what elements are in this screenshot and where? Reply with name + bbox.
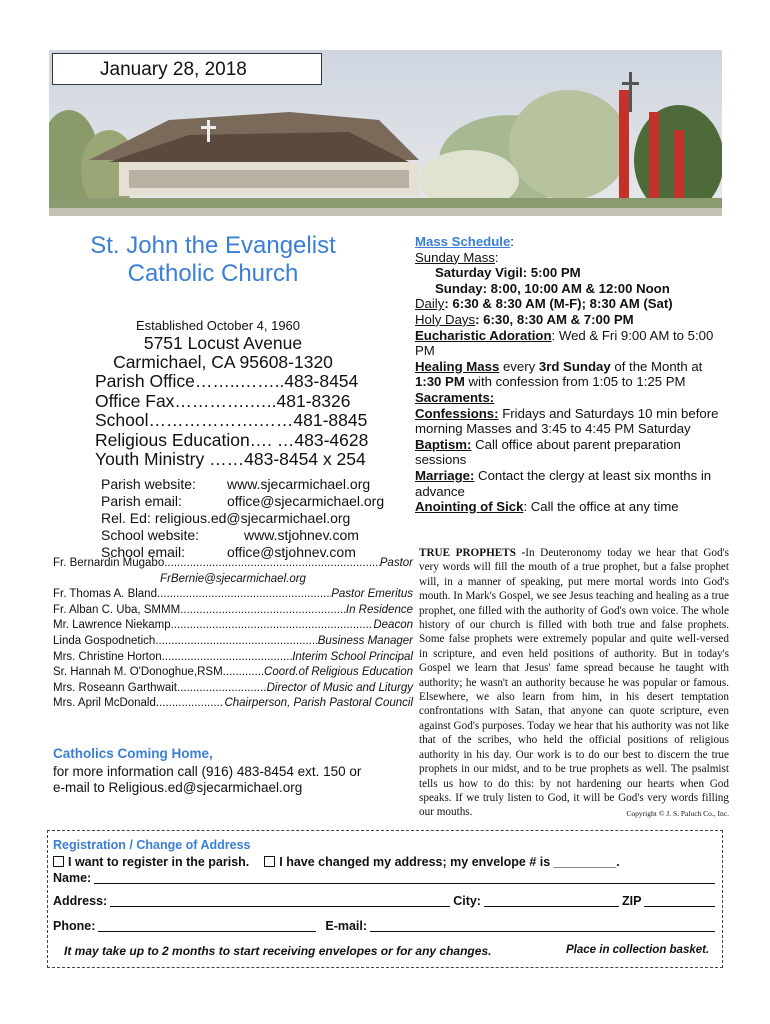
contact-row bbox=[101, 527, 384, 544]
healing-text: every bbox=[499, 358, 539, 374]
email-label: E-mail: bbox=[325, 919, 368, 933]
contact-value: religious.ed@sjecarmichael.org bbox=[154, 510, 351, 526]
confessions-label: Confessions: bbox=[415, 405, 499, 421]
staff-role: Business Manager bbox=[317, 634, 413, 647]
address-label: Address: bbox=[53, 894, 108, 908]
phone-religious-education: Religious Education…. …483-4628 bbox=[95, 429, 369, 450]
leader-dots bbox=[180, 603, 346, 619]
article-heading: TRUE PROPHETS - bbox=[419, 547, 526, 559]
copyright: Copyright © J. S. Paluch Co., Inc. bbox=[626, 809, 729, 819]
phone-row bbox=[53, 919, 718, 933]
city-label: City: bbox=[453, 894, 481, 908]
staff-name: Mrs. Roseann Garthwait bbox=[53, 681, 177, 694]
phone-field[interactable] bbox=[98, 919, 316, 932]
church-name bbox=[58, 232, 368, 288]
staff-name: Fr. Bernardin Mugabo bbox=[53, 557, 165, 569]
contact-label: School website: bbox=[101, 527, 200, 543]
church-name-line1: St. John the Evangelist bbox=[90, 232, 336, 259]
healing-text: 3rd Sunday bbox=[538, 358, 611, 374]
leader-dots bbox=[157, 587, 331, 603]
holy-days-label: Holy Days bbox=[415, 311, 476, 327]
vigil-time: Saturday Vigil: 5:00 PM bbox=[435, 265, 581, 281]
staff-row bbox=[53, 665, 413, 681]
register-option-label: I want to register in the parish. bbox=[68, 855, 250, 869]
staff-role: Deacon bbox=[373, 619, 413, 632]
phone-youth-ministry: Youth Ministry ……483-8454 x 254 bbox=[95, 449, 366, 470]
address-changed-checkbox[interactable] bbox=[264, 856, 275, 867]
staff-row bbox=[53, 556, 413, 572]
true-prophets-article bbox=[419, 546, 729, 822]
mass-schedule: Mass Schedule: Sunday Mass: Saturday Vigil: 5:00 PM Sunday: 8:00, 10:00 AM & 12:00 Noon Daily: 6:30 & 8:30 AM (M-F); 8:30 AM (Sat) Holy Days: 6:30, 8:30 AM & 7:00 PM Eucharistic Adoration: Wed & Fri 9:00 AM to 5:00 PM Healing Mass every 3rd Sunday of the Month at 1:30 PM with confession from 1:05 to 1:25 PM Sacraments: Confessions: Fridays and Saturdays 10 min before morning Masses and 3:45 to 4:45 PM Saturday Baptism: Call office about parent preparation sessions Marriage: Contact the clergy at least six months in advance Anointing of Sick: Call the office at any time bbox=[415, 234, 725, 515]
baptism-label: Baptism: bbox=[415, 436, 472, 452]
established-date: Established October 4, 1960 bbox=[135, 318, 301, 333]
city-address: Carmichael, CA 95608-1320 bbox=[113, 352, 333, 372]
contact-value: www.sjecarmichael.org bbox=[227, 476, 371, 492]
staff-row bbox=[53, 634, 413, 650]
staff-row bbox=[53, 587, 413, 603]
adoration-label: Eucharistic Adoration bbox=[415, 327, 552, 343]
staff-row bbox=[53, 650, 413, 666]
register-checkbox[interactable] bbox=[53, 856, 64, 867]
leader-dots bbox=[155, 634, 317, 650]
healing-text: with confession from 1:05 to 1:25 PM bbox=[464, 374, 686, 390]
phone-directory bbox=[95, 372, 368, 470]
address-row bbox=[53, 894, 718, 908]
leader-dots bbox=[177, 681, 267, 697]
email-field[interactable] bbox=[370, 919, 715, 932]
staff-role: Coord.of Religious Education bbox=[264, 666, 413, 679]
envelope-note: It may take up to 2 months to start receiving envelopes or for any changes. bbox=[64, 944, 492, 958]
bulletin-date: January 28, 2018 bbox=[52, 53, 322, 85]
zip-field[interactable] bbox=[644, 894, 715, 907]
staff-email-row bbox=[53, 572, 413, 588]
contact-value: www.stjohnev.com bbox=[244, 527, 359, 543]
city-field[interactable] bbox=[484, 894, 619, 907]
contact-row bbox=[101, 476, 384, 493]
staff-name: Fr. Thomas A. Bland bbox=[53, 588, 157, 601]
leader-dots bbox=[226, 665, 264, 681]
zip-label: ZIP bbox=[621, 894, 642, 908]
daily-times: : 6:30 & 8:30 AM (M-F); 8:30 AM (Sat) bbox=[444, 296, 673, 312]
staff-name: Sr. Hannah M. O'Donoghue,RSM. bbox=[53, 666, 226, 679]
phone-school: School……………….……481-8845 bbox=[95, 410, 368, 431]
staff-name: Linda Gospodnetich bbox=[53, 634, 156, 647]
staff-role: Chairperson, Parish Pastoral Council bbox=[224, 697, 413, 710]
contact-list bbox=[101, 476, 384, 561]
address-field[interactable] bbox=[110, 894, 450, 907]
staff-role: Interim School Principal bbox=[292, 650, 413, 663]
staff-row bbox=[53, 603, 413, 619]
healing-mass-label: Healing Mass bbox=[415, 358, 500, 374]
phone-label: Phone: bbox=[53, 919, 96, 933]
healing-text: of the Month at bbox=[610, 358, 703, 374]
marriage-text: Contact the clergy at least six months in advance bbox=[415, 467, 712, 499]
collection-basket-note: Place in collection basket. bbox=[566, 944, 710, 956]
daily-label: Daily bbox=[415, 296, 445, 312]
staff-row bbox=[53, 681, 413, 697]
marriage-label: Marriage: bbox=[415, 467, 475, 483]
sunday-times: Sunday: 8:00, 10:00 AM & 12:00 Noon bbox=[435, 280, 670, 296]
leader-dots bbox=[162, 650, 293, 666]
staff-role: Director of Music and Liturgy bbox=[266, 681, 413, 694]
staff-role: In Residence bbox=[345, 603, 413, 616]
staff-row bbox=[53, 618, 413, 634]
name-label: Name: bbox=[53, 871, 92, 885]
staff-name: Mrs. April McDonald bbox=[53, 697, 156, 710]
staff-name: Mr. Lawrence Niekamp bbox=[53, 619, 171, 632]
contact-row bbox=[101, 510, 384, 527]
baptism-text: Call office about parent preparation sessions bbox=[415, 436, 681, 468]
leader-dots bbox=[164, 556, 380, 572]
name-row bbox=[53, 871, 718, 885]
church-name-line2: Catholic Church bbox=[127, 260, 299, 287]
staff-name: Mrs. Christine Horton bbox=[53, 650, 162, 663]
contact-label: Rel. Ed: bbox=[101, 510, 151, 526]
coming-home-line: for more information call (916) 483-8454 ext. 150 or bbox=[53, 764, 362, 779]
street-address: 5751 Locust Avenue bbox=[143, 333, 303, 353]
leader-dots bbox=[171, 618, 374, 634]
contact-value: office@sjecarmichael.org bbox=[227, 493, 385, 509]
healing-text: 1:30 PM bbox=[415, 374, 465, 390]
contact-value: office@stjohnev.com bbox=[227, 544, 356, 560]
sacraments-label: Sacraments: bbox=[415, 389, 495, 405]
address-changed-label: I have changed my address; my envelope # is _________. bbox=[279, 855, 620, 869]
staff-name: Fr. Alban C. Uba, SMMM bbox=[53, 603, 181, 616]
staff-list bbox=[53, 556, 413, 712]
contact-label: School email: bbox=[101, 544, 186, 560]
registration-options bbox=[53, 855, 620, 869]
holy-days-times: : 6:30, 8:30 AM & 7:00 PM bbox=[475, 311, 634, 327]
adoration-times: : Wed & Fri 9:00 AM to 5:00 PM bbox=[415, 327, 714, 359]
registration-title: Registration / Change of Address bbox=[53, 838, 251, 852]
mass-schedule-title: Mass Schedule bbox=[415, 234, 511, 249]
pastor-email: FrBernie@sjecarmichael.org bbox=[160, 572, 306, 585]
confessions-text: Fridays and Saturdays 10 min before morning Masses and 3:45 to 4:45 PM Saturday bbox=[415, 405, 719, 437]
sunday-mass-label: Sunday Mass bbox=[415, 249, 495, 265]
contact-row bbox=[101, 493, 384, 510]
phone-parish-office: Parish Office……..……..483-8454 bbox=[95, 371, 359, 391]
catholics-coming-home-text bbox=[53, 764, 393, 796]
staff-role: Pastor Emeritus bbox=[331, 588, 413, 601]
anointing-text: : Call the office at any time bbox=[523, 499, 679, 515]
anointing-label: Anointing of Sick bbox=[415, 499, 524, 515]
leader-dots bbox=[156, 696, 225, 712]
staff-row bbox=[53, 696, 413, 712]
staff-role: Pastor bbox=[379, 557, 413, 569]
phone-office-fax: Office Fax………….…..481-8326 bbox=[95, 390, 351, 411]
coming-home-line: e-mail to Religious.ed@sjecarmichael.org bbox=[53, 780, 303, 795]
name-field[interactable] bbox=[94, 871, 715, 884]
contact-label: Parish email: bbox=[101, 493, 182, 509]
contact-label: Parish website: bbox=[101, 476, 196, 492]
catholics-coming-home-title: Catholics Coming Home, bbox=[53, 746, 213, 761]
article-body: In Deuteronomy today we hear that God's very words will fill the mouth of a true prophet, but a false prophet will, in a manner of speaking, put mere mortal words into God's mouth. In Mark's Gospel, we see Jesus teaching and healing as a true prophet, one filled with the authority of God's own voice. The whole history of our church is filled with both true and false prophets. Some false prophets were extremely popular and quite well-versed in scripture, and even held positions of authority. But in today's Gospel we learn that Jesus' fame spread because he taught with authority; he wasn't an authority because he was popular or famous. Elsewhere, we also learn from him, in his desert temptation confrontations with Satan, that anyone can quote scripture, even against God's purposes. Today we hear that his authority was not like that of the scribes, who held the official positions of religious authority in his day. Our work is to do our best to discern the true prophets in our midst, and to be true prophets as well. The psalmist tells us how to do this: by not hardening our hearts when God speaks. If we truly listen to God, it will be God's very words filling our mouths. bbox=[419, 547, 729, 819]
